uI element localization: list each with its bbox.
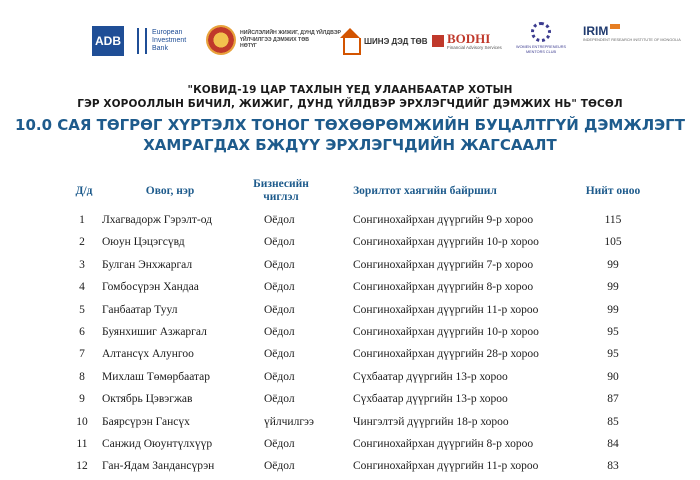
row-name: Санжид Оюунтүлхүүр (102, 437, 213, 450)
row-name: Лхагвадорж Гэрэлт-од (102, 214, 212, 226)
row-business: Оёдол (264, 370, 295, 383)
row-index: 7 (79, 348, 85, 361)
wemc-logo (516, 22, 566, 60)
row-index: 9 (79, 393, 85, 406)
wemc-text: WOMEN ENTREPRENEURS MENTORS CLUB (516, 45, 566, 54)
row-score: 99 (607, 303, 619, 316)
row-name: Ган-Ядам Зандансүрэн (102, 460, 215, 473)
table-row (0, 255, 700, 277)
row-name: Алтансүх Алунгоо (102, 348, 194, 361)
row-business: үйлчилгээ (264, 415, 314, 428)
bodhi-mark-icon (432, 35, 444, 47)
row-address: Сонгинохайрхан дүүргийн 28-р хороо (353, 348, 539, 361)
list-title-line-2: ХАМРАГДАХ БЖДҮҮ ЭРХЛЭГЧДИЙН ЖАГСААЛТ (143, 136, 557, 154)
row-score: 83 (607, 460, 619, 473)
row-score: 90 (607, 370, 619, 383)
table-row (0, 412, 700, 434)
table-row (0, 456, 700, 478)
row-name: Октябрь Цэвэгжав (102, 393, 193, 406)
row-address: Сонгинохайрхан дүүргийн 10-р хороо (353, 325, 539, 338)
row-address: Сүхбаатар дүүргийн 13-р хороо (353, 370, 508, 383)
row-name: Баярсүрэн Гансүх (102, 415, 190, 428)
row-address: Сонгинохайрхан дүүргийн 9-р хороо (353, 214, 534, 226)
column-header-index: Д/д (75, 185, 93, 197)
chamber-logo-text: НИЙСЛЭЛИЙН ЖИЖИГ, ДУНД ҮЙЛДВЭР ҮЙЛЧИЛГЭЭ ДЭМЖИХ ТӨВ НӨТҮГ (240, 30, 342, 50)
chamber-seal-icon (206, 25, 236, 55)
row-name: Ганбаатар Туул (102, 303, 178, 316)
shine-ded-tuv-text: ШИНЭ ДЭД ТӨВ (364, 36, 428, 46)
table-row (0, 367, 700, 389)
row-index: 11 (76, 437, 88, 450)
row-address: Сонгинохайрхан дүүргийн 11-р хороо (353, 303, 539, 316)
row-name: Михлаш Төмөрбаатар (102, 370, 211, 383)
project-title-line-2: ГЭР ХОРООЛЛЫН БИЧИЛ, ЖИЖИГ, ДУНД ҮЙЛДВЭР ЭРХЛЭГЧДИЙГ ДЭМЖИХ НЬ" ТӨСӨЛ (77, 98, 623, 110)
row-score: 99 (607, 281, 619, 294)
wemc-ring-icon (531, 22, 551, 42)
shine-ded-tuv-logo (340, 24, 427, 58)
table-row (0, 434, 700, 456)
row-name: Оюун Цэцэгсүвд (102, 236, 185, 249)
irim-logo (583, 24, 681, 58)
row-address: Сонгинохайрхан дүүргийн 11-р хороо (353, 460, 539, 473)
row-business: Оёдол (264, 437, 295, 450)
irim-name: IRIM (583, 24, 620, 38)
row-index: 10 (76, 415, 88, 428)
row-business: Оёдол (264, 303, 295, 316)
column-header-address: Зорилтот хаягийн байршил (353, 185, 497, 197)
row-address: Сонгинохайрхан дүүргийн 10-р хороо (353, 236, 539, 249)
row-score: 85 (607, 415, 619, 428)
table-row (0, 344, 700, 366)
row-score: 115 (604, 214, 622, 226)
list-title-line-1: 10.0 САЯ ТӨГРӨГ ХҮРТЭЛХ ТОНОГ ТӨХӨӨРӨМЖИЙН БУЦАЛТГҮЙ ДЭМЖЛЭГТ (15, 116, 685, 134)
column-header-business: Бизнесийн чиглэл (253, 178, 309, 203)
row-business: Оёдол (264, 325, 295, 338)
row-score: 95 (607, 348, 619, 361)
table-row (0, 322, 700, 344)
row-business: Оёдол (264, 393, 295, 406)
row-address: Чингэлтэй дүүргийн 18-р хороо (353, 415, 509, 428)
logo-strip (0, 18, 700, 64)
table-row (0, 277, 700, 299)
row-business: Оёдол (264, 258, 295, 271)
table-row (0, 232, 700, 254)
row-index: 4 (79, 281, 85, 294)
row-business: Оёдол (264, 214, 295, 226)
row-index: 12 (76, 460, 88, 473)
table-row (0, 210, 700, 232)
row-index: 8 (79, 370, 85, 383)
eib-logo (137, 26, 186, 56)
row-index: 3 (79, 258, 85, 271)
row-address: Сүхбаатар дүүргийн 13-р хороо (353, 393, 508, 406)
column-header-score: Нийт оноо (585, 185, 641, 197)
row-business: Оёдол (264, 348, 295, 361)
row-address: Сонгинохайрхан дүүргийн 8-р хороо (353, 437, 534, 450)
row-address: Сонгинохайрхан дүүргийн 8-р хороо (353, 281, 534, 294)
eib-logo-text: European Investment Bank (152, 29, 187, 52)
eib-mark-icon (137, 28, 147, 54)
bodhi-subtitle: Financial Advisory Services (447, 44, 502, 50)
bodhi-logo (432, 28, 502, 54)
row-index: 6 (79, 325, 85, 338)
row-business: Оёдол (264, 236, 295, 249)
bodhi-name: BODHI (447, 30, 491, 46)
adb-logo (92, 26, 124, 56)
row-business: Оёдол (264, 460, 295, 473)
row-address: Сонгинохайрхан дүүргийн 7-р хороо (353, 258, 534, 271)
row-score: 99 (607, 258, 619, 271)
row-index: 5 (79, 303, 85, 316)
irim-subtitle: INDEPENDENT RESEARCH INSTITUTE OF MONGOLIA (583, 38, 681, 42)
table-row (0, 300, 700, 322)
row-index: 1 (79, 214, 85, 226)
chamber-logo (206, 20, 341, 60)
adb-logo-text: ADB (95, 34, 121, 48)
row-name: Булган Энхжаргал (102, 258, 193, 271)
table-row (0, 389, 700, 411)
row-score: 87 (607, 393, 619, 406)
table-body (0, 210, 700, 479)
row-score: 84 (607, 437, 619, 450)
row-business: Оёдол (264, 281, 295, 294)
row-name: Буянхишиг Азжаргал (102, 325, 207, 338)
house-icon (340, 28, 360, 54)
row-score: 105 (604, 236, 622, 249)
row-score: 95 (607, 325, 619, 338)
row-index: 2 (79, 236, 85, 249)
row-name: Гомбосүрэн Хандаа (102, 281, 199, 294)
column-header-name: Овог, нэр (145, 185, 195, 197)
project-title-line-1: "КОВИД-19 ЦАР ТАХЛЫН ҮЕД УЛААНБААТАР ХОТЫН (187, 84, 513, 96)
